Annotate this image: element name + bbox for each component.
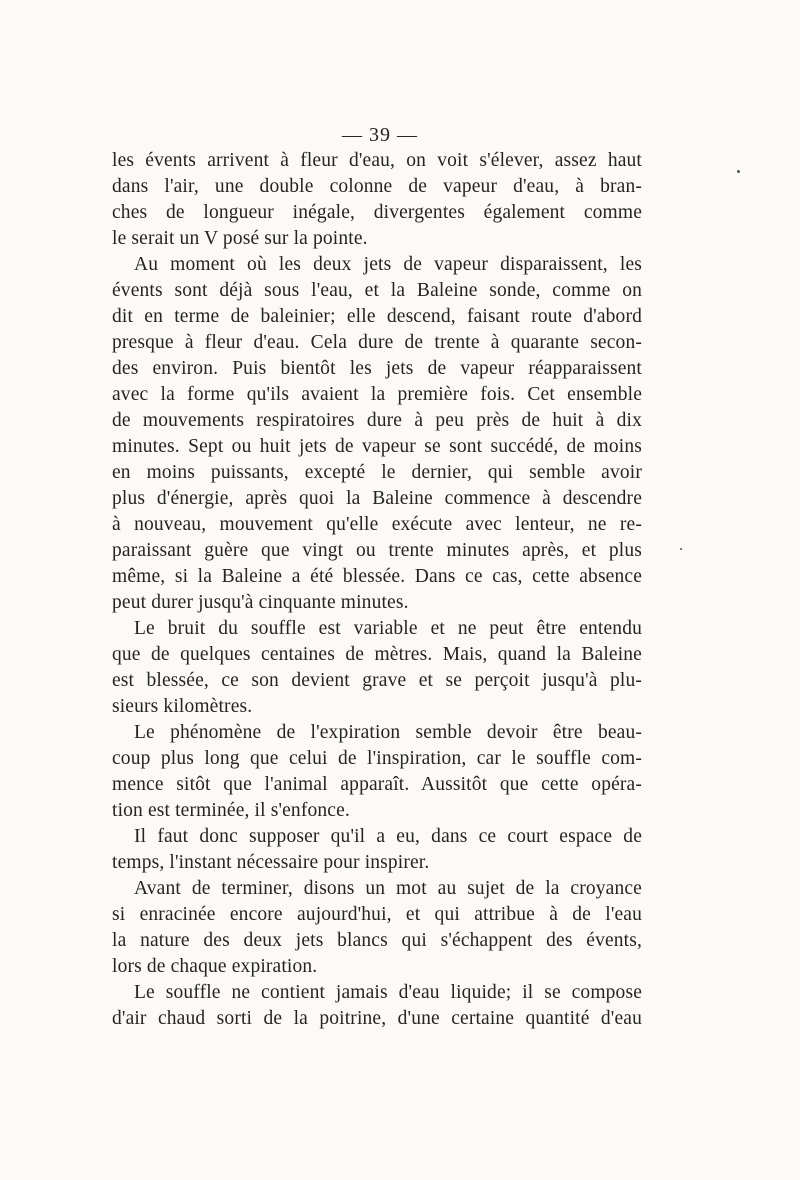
text-line: est blessée, ce son devient grave et se perçoit jusqu'à plu-: [112, 670, 642, 691]
text-line: à nouveau, mouvement qu'elle exécute avec lenteur, ne re-: [112, 514, 642, 535]
body-text: [112, 148, 642, 1032]
paragraph-start: Le souffle ne contient jamais d'eau liquide; il se compose: [134, 982, 642, 1003]
ink-speck: [737, 170, 740, 173]
text-line: des environ. Puis bientôt les jets de vapeur réapparaissent: [112, 358, 642, 379]
text-line: d'air chaud sorti de la poitrine, d'une certaine quantité d'eau: [112, 1008, 642, 1029]
paragraph-start: Avant de terminer, disons un mot au sujet de la croyance: [134, 878, 642, 899]
text-line: évents sont déjà sous l'eau, et la Baleine sonde, comme on: [112, 280, 642, 301]
text-line: peut durer jusqu'à cinquante minutes.: [112, 592, 409, 613]
text-line: avec la forme qu'ils avaient la première fois. Cet ensemble: [112, 384, 642, 405]
paragraph-start: Le phénomène de l'expiration semble devoir être beau-: [134, 722, 642, 743]
text-line: presque à fleur d'eau. Cela dure de trente à quarante secon-: [112, 332, 642, 353]
text-line: le serait un V posé sur la pointe.: [112, 228, 368, 249]
text-line: coup plus long que celui de l'inspiration, car le souffle com-: [112, 748, 642, 769]
text-line: de mouvements respiratoires dure à peu près de huit à dix: [112, 410, 642, 431]
text-line: en moins puissants, excepté le dernier, qui semble avoir: [112, 462, 642, 483]
paragraph-start: Au moment où les deux jets de vapeur disparaissent, les: [134, 254, 642, 275]
text-line: si enracinée encore aujourd'hui, et qui attribue à de l'eau: [112, 904, 642, 925]
text-line: minutes. Sept ou huit jets de vapeur se sont succédé, de moins: [112, 436, 642, 457]
text-line: plus d'énergie, après quoi la Baleine commence à descendre: [112, 488, 642, 509]
paragraph-start: Il faut donc supposer qu'il a eu, dans ce court espace de: [134, 826, 642, 847]
text-line: que de quelques centaines de mètres. Mais, quand la Baleine: [112, 644, 642, 665]
text-line: lors de chaque expiration.: [112, 956, 318, 977]
paragraph-start: Le bruit du souffle est variable et ne peut être entendu: [134, 618, 642, 639]
text-line: paraissant guère que vingt ou trente minutes après, et plus: [112, 540, 642, 561]
text-line: dans l'air, une double colonne de vapeur d'eau, à bran-: [112, 176, 642, 197]
text-line: dit en terme de baleinier; elle descend, faisant route d'abord: [112, 306, 642, 327]
text-line: mence sitôt que l'animal apparaît. Aussitôt que cette opéra-: [112, 774, 642, 795]
text-line: la nature des deux jets blancs qui s'échappent des évents,: [112, 930, 642, 951]
text-line: ches de longueur inégale, divergentes également comme: [112, 202, 642, 223]
text-line: même, si la Baleine a été blessée. Dans ce cas, cette absence: [112, 566, 642, 587]
text-line: sieurs kilomètres.: [112, 696, 253, 717]
ink-speck: [680, 548, 682, 550]
text-line: tion est terminée, il s'enfonce.: [112, 800, 350, 821]
text-line: temps, l'instant nécessaire pour inspirer.: [112, 852, 430, 873]
text-line: les évents arrivent à fleur d'eau, on voit s'élever, assez haut: [112, 150, 642, 171]
page-number: — 39 —: [342, 124, 418, 146]
